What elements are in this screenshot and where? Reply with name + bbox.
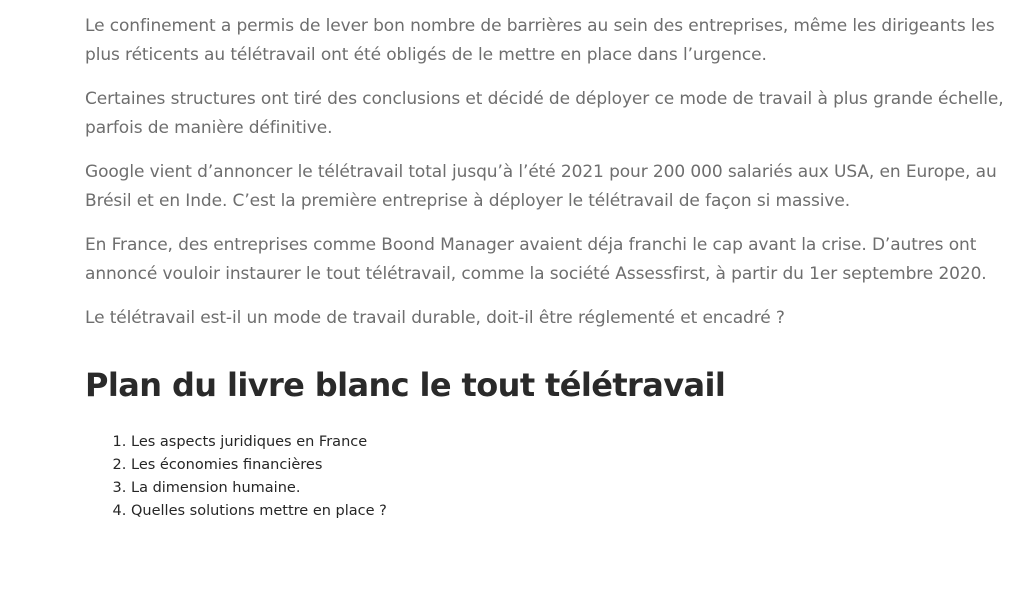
paragraph-question: Le télétravail est-il un mode de travail durable, doit-il être réglementé et encadré ?: [85, 308, 785, 328]
paragraph-confinement: Le confinement a permis de lever bon nombre de barrières au sein des entreprises, même les dirigeants les plus réticents au télétravail ont été obligés de le mettre en place dans l’urgence.: [85, 16, 995, 65]
plan-item-humaine: 3. La dimension humaine.: [131, 477, 1015, 500]
paragraph-france: En France, des entreprises comme Boond Manager avaient déja franchi le cap avant la crise. D’autres ont annoncé vouloir instaurer le tout télétravail, comme la société Assessfirst, à partir du 1er septembre 2020.: [85, 235, 987, 284]
paragraph-structures: Certaines structures ont tiré des conclusions et décidé de déployer ce mode de travail à plus grande échelle, parfois de manière définitive.: [85, 89, 1004, 138]
section-heading: Plan du livre blanc le tout télétravail: [85, 365, 726, 404]
plan-list: [85, 431, 1015, 523]
paragraph-google: Google vient d’annoncer le télétravail total jusqu’à l’été 2021 pour 200 000 salariés aux USA, en Europe, au Brésil et en Inde. C’est la première entreprise à déployer le télétravail de façon si massive.: [85, 162, 997, 211]
plan-item-juridiques: 1. Les aspects juridiques en France: [131, 431, 1015, 454]
article-content: [85, 12, 1015, 523]
plan-item-solutions: 4. Quelles solutions mettre en place ?: [131, 500, 1015, 523]
plan-item-economies: 2. Les économies financières: [131, 454, 1015, 477]
